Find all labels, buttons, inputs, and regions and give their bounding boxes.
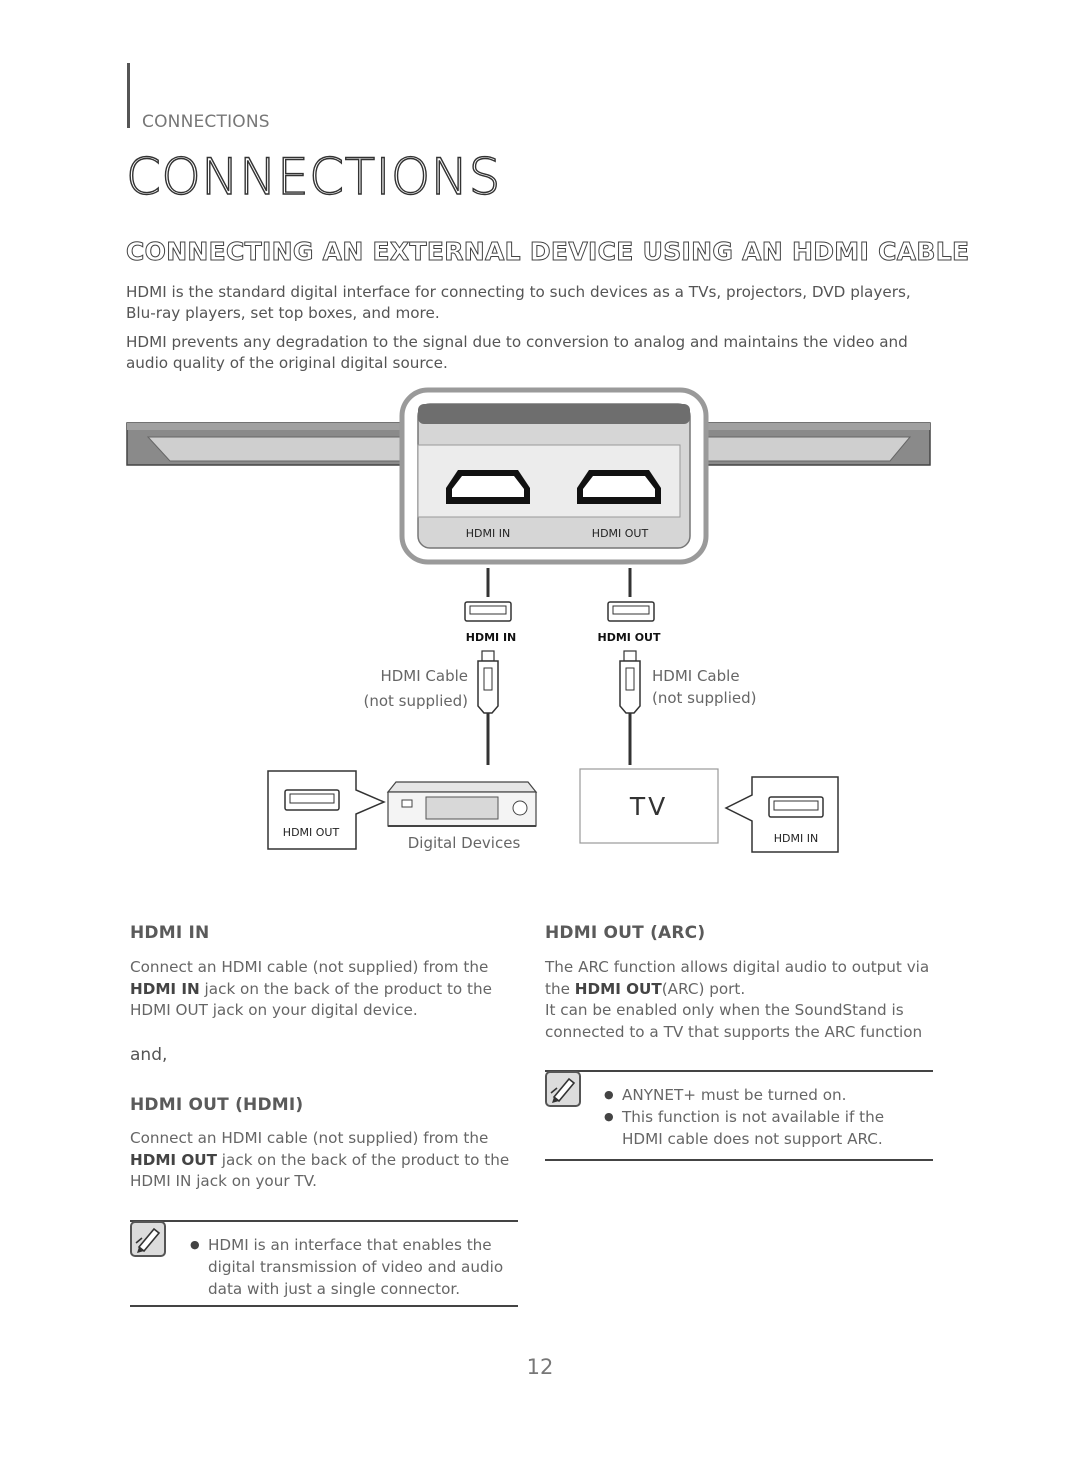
connection-diagram (0, 380, 1080, 880)
list-item: ● This function is not available if the HDMI cable does not support ARC. (604, 1106, 929, 1150)
digital-device-icon (388, 782, 536, 826)
tv-label: TV (629, 792, 669, 821)
hdmi-out-hdmi-heading: HDMI OUT (HDMI) (130, 1095, 304, 1115)
cable-hdmi-out-label: HDMI OUT (597, 631, 661, 644)
arc-note-top-rule (545, 1070, 933, 1072)
hdmi-cable-right (608, 568, 654, 765)
note-pencil-icon (130, 1221, 166, 1257)
note-pencil-icon (545, 1071, 581, 1107)
section-marker-bar (127, 63, 130, 128)
and-label: and, (130, 1045, 168, 1065)
intro-paragraph-1: HDMI is the standard digital interface for connecting to such devices as a TVs, projectors, DVD players, Blu-ray players, set top boxes, and more. (126, 283, 911, 322)
page-number: 12 (526, 1355, 554, 1379)
cable-hdmi-in-label: HDMI IN (465, 631, 517, 644)
tv-hdmi-in-label: HDMI IN (773, 832, 819, 845)
device-port-callout (268, 771, 384, 849)
cable-right-label-1: HDMI Cable (652, 667, 740, 685)
left-note-list (190, 1234, 510, 1300)
arc-description: The ARC function allows digital audio to output via the HDMI OUT(ARC) port. It can be enabled only when the SoundStand is connected to a TV that supports the ARC function (545, 958, 930, 1041)
note-bottom-rule (130, 1305, 518, 1307)
section-subtitle: CONNECTING AN EXTERNAL DEVICE USING AN HDMI CABLE (126, 237, 970, 266)
page-title: CONNECTIONS (126, 148, 501, 206)
tv-box (580, 769, 718, 843)
cable-left-label-1: HDMI Cable (380, 667, 468, 685)
section-label: CONNECTIONS (142, 112, 270, 132)
cable-left-label-2: (not supplied) (363, 692, 468, 710)
panel-hdmi-in-label: HDMI IN (465, 527, 511, 540)
list-item: ● HDMI is an interface that enables the digital transmission of video and audio data with just a single connector. (190, 1234, 510, 1300)
panel-hdmi-out-label: HDMI OUT (591, 527, 649, 540)
list-item: ● ANYNET+ must be turned on. (604, 1084, 929, 1106)
hdmi-cable-left (465, 568, 511, 765)
right-note-list (604, 1084, 929, 1150)
note-top-rule (130, 1220, 518, 1222)
hdmi-in-heading: HDMI IN (130, 923, 210, 943)
hdmi-out-description: Connect an HDMI cable (not supplied) from the HDMI OUT jack on the back of the product to the HDMI IN jack on your TV. (130, 1129, 510, 1190)
rear-panel-zoom (402, 390, 706, 562)
intro-paragraph-2: HDMI prevents any degradation to the signal due to conversion to analog and maintains the video and audio quality of the original digital source. (126, 333, 908, 372)
hdmi-in-description: Connect an HDMI cable (not supplied) from the HDMI IN jack on the back of the product to the HDMI OUT jack on your digital device. (130, 958, 492, 1019)
panel-hdmi-in-port-icon (446, 470, 530, 504)
device-caption: Digital Devices (407, 834, 521, 852)
tv-port-callout (726, 777, 838, 852)
cable-right-label-2: (not supplied) (652, 689, 757, 707)
hdmi-out-arc-heading: HDMI OUT (ARC) (545, 923, 706, 943)
panel-hdmi-out-port-icon (577, 470, 661, 504)
arc-note-bottom-rule (545, 1159, 933, 1161)
device-hdmi-out-label: HDMI OUT (282, 826, 340, 839)
